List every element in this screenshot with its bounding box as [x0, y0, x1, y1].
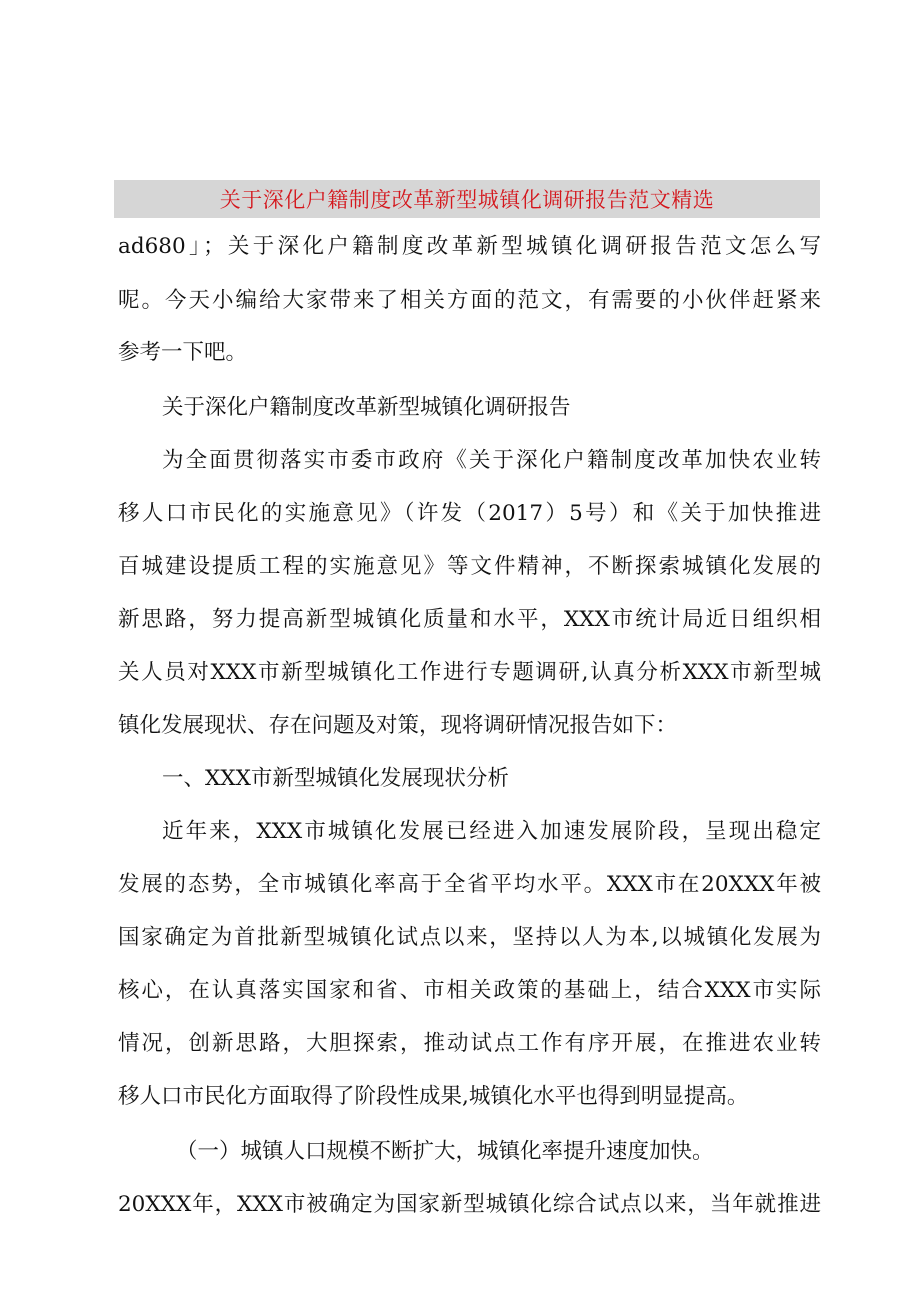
body-line: 为全面贯彻落实市委市政府《关于深化户籍制度改革加快农业转: [162, 448, 821, 473]
section-heading: 一、XXX市新型城镇化发展现状分析: [162, 766, 509, 791]
body-line: 新思路，努力提高新型城镇化质量和水平，XXX市统计局近日组织相: [118, 607, 821, 632]
body-line: 参考一下吧。: [118, 340, 248, 365]
body-line: 关人员对XXX市新型城镇化工作进行专题调研,认真分析XXX市新型城: [118, 660, 821, 685]
subsection-heading: （一）城镇人口规模不断扩大，城镇化率提升速度加快。: [176, 1139, 714, 1164]
document-title: 关于深化户籍制度改革新型城镇化调研报告范文精选: [219, 188, 715, 212]
body-line: 镇化发展现状、存在问题及对策，现将调研情况报告如下：: [118, 713, 678, 738]
body-line: 发展的态势，全市城镇化率高于全省平均水平。XXX市在20XXX年被: [118, 872, 821, 897]
body-line: 呢。今天小编给大家带来了相关方面的范文，有需要的小伙伴赶紧来: [118, 288, 821, 313]
body-line: 移人口市民化的实施意见》（许发（2017）5号）和《关于加快推进: [118, 501, 821, 526]
report-subtitle: 关于深化户籍制度改革新型城镇化调研报告: [162, 395, 571, 420]
body-line: 20XXX年，XXX市被确定为国家新型城镇化综合试点以来，当年就推进: [118, 1192, 821, 1217]
body-line: 国家确定为首批新型城镇化试点以来，坚持以人为本,以城镇化发展为: [118, 925, 821, 950]
body-line: 移人口市民化方面取得了阶段性成果,城镇化水平也得到明显提高。: [118, 1084, 749, 1109]
body-line: 核心，在认真落实国家和省、市相关政策的基础上，结合XXX市实际: [118, 978, 821, 1003]
body-line: 情况，创新思路，大胆探索，推动试点工作有序开展，在推进农业转: [118, 1031, 821, 1056]
body-line: ad680」；关于深化户籍制度改革新型城镇化调研报告范文怎么写: [118, 234, 821, 259]
body-line: 百城建设提质工程的实施意见》等文件精神，不断探索城镇化发展的: [118, 554, 821, 579]
title-banner: [114, 180, 820, 218]
body-line: 近年来，XXX市城镇化发展已经进入加速发展阶段，呈现出稳定: [162, 819, 821, 844]
